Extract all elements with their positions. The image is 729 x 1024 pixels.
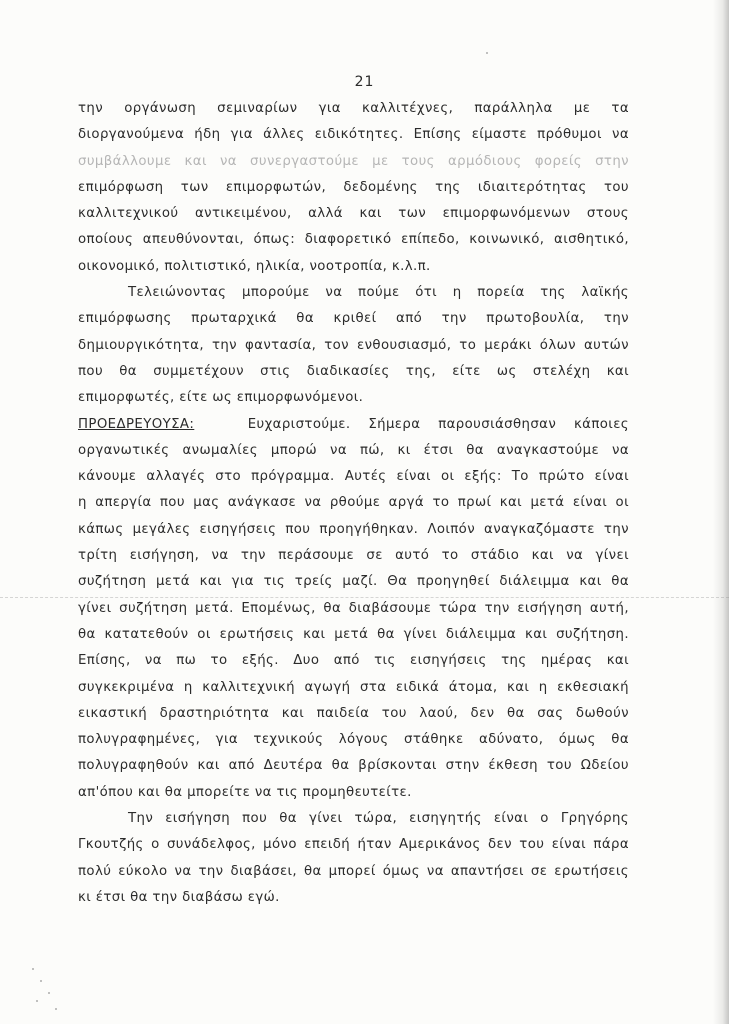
text-line: απ'όπου και θα μπορείτε να τις προμηθευτείτε. [78, 784, 412, 800]
scan-speckle [48, 992, 50, 994]
text-line: κάνουμε αλλαγές στο πρόγραμμα. Αυτές είναι οι εξής: Το πρώτο είναι [78, 469, 629, 485]
text-line: η απεργία που μας ανάγκασε να ρθούμε αργά το πρωί και μετά είναι οι [78, 495, 629, 511]
text-line: κάπως μεγάλες εισηγήσεις που προηγήθηκαν. Λοιπόν αναγκαζόμαστε την [78, 521, 629, 537]
scan-speckle [32, 968, 34, 970]
text-line: διοργανούμενα ήδη για άλλες ειδικότητες. Επίσης είμαστε πρόθυμοι να [78, 127, 629, 143]
scan-speckle [40, 980, 42, 982]
speaker-line-text: Ευχαριστούμε. Σήμερα παρουσιάσθησαν κάποιες [247, 416, 629, 432]
text-line: πολύ εύκολο να την διαβάσει, θα μπορεί όμως να απαντήσει σε ερωτήσεις [78, 863, 629, 879]
text-line: καλλιτεχνικού αντικειμένου, αλλά και των επιμορφωνόμενων στους [78, 206, 629, 222]
scan-speckle [55, 1008, 57, 1010]
speaker-label: ΠΡΟΕΔΡΕΥΟΥΣΑ: [78, 416, 195, 432]
text-line: συγκεκριμένα η καλλιτεχνική αγωγή στα ειδικά άτομα, και η εκθεσιακή [78, 679, 629, 695]
text-line: κι έτσι θα την διαβάσω εγώ. [78, 889, 280, 905]
text-line: οποίους απευθύνονται, όπως: διαφορετικό επίπεδο, κοινωνικό, αισθητικό, [78, 232, 629, 248]
text-line: πολυγραφημένες, για τεχνικούς λόγους στάθηκε αδύνατο, όμως θα [78, 732, 629, 748]
text-line: Επίσης, να πω το εξής. Δυο από τις εισηγήσεις της ημέρας και [78, 653, 629, 669]
text-line: οργανωτικές ανωμαλίες μπορώ να πώ, κι έτσι θα αναγκαστούμε να [78, 442, 629, 458]
text-line: οικονομικό, πολιτιστικό, ηλικία, νοοτροπία, κ.λ.π. [78, 258, 431, 274]
text-line: Τελειώνοντας μπορούμε να πούμε ότι η πορεία της λαϊκής [128, 285, 629, 301]
body-text [78, 96, 629, 911]
page-number: 21 [354, 74, 375, 90]
scan-speckle [36, 1000, 38, 1002]
text-line: επιμόρφωσης πρωταρχικά θα κριθεί από την πρωτοβουλία, την [78, 311, 629, 327]
text-line: δημιουργικότητα, την φαντασία, τον ενθουσιασμό, το μεράκι όλων αυτών [78, 337, 629, 353]
text-line: τρίτη εισήγηση, να την περάσουμε σε αυτό το στάδιο και να γίνει [78, 548, 629, 564]
text-line: συζήτηση μετά και για τις τρείς μαζί. Θα προηγηθεί διάλειμμα και θα [78, 574, 629, 590]
scan-speckle [486, 52, 488, 54]
page-edge-shadow [713, 0, 729, 1024]
text-line [78, 412, 629, 438]
text-line: πολυγραφηθούν και από Δευτέρα θα βρίσκονται στην έκθεση του Ωδείου [78, 758, 629, 774]
text-line: εικαστική δραστηριότητα και παιδεία του λαού, δεν θα σας δωθούν [78, 705, 629, 721]
text-line: Γκουτζής ο συνάδελφος, μόνο επειδή ήταν Αμερικάνος δεν του είναι πάρα [78, 837, 629, 853]
text-line: θα κατατεθούν οι ερωτήσεις και μετά θα γίνει διάλειμμα και συζήτηση. [78, 626, 629, 642]
text-line: επιμόρφωση των επιμορφωτών, δεδομένης της ιδιαιτερότητας του [78, 179, 629, 195]
text-line: επιμορφωτές, είτε ως επιμορφωνόμενοι. [78, 390, 364, 406]
text-line: Την εισήγηση που θα γίνει τώρα, εισηγητής είναι ο Γρηγόρης [128, 811, 629, 827]
text-line: συμβάλλουμε και να συνεργαστούμε με τους αρμόδιους φορείς στην [78, 153, 629, 169]
text-line: που θα συμμετέχουν στις διαδικασίες της, είτε ως στελέχη και [78, 363, 629, 379]
text-line: την οργάνωση σεμιναρίων για καλλιτέχνες, παράλληλα με τα [78, 101, 629, 116]
text-line: γίνει συζήτηση μετά. Επομένως, θα διαβάσουμε τώρα την εισήγηση αυτή, [78, 600, 629, 616]
